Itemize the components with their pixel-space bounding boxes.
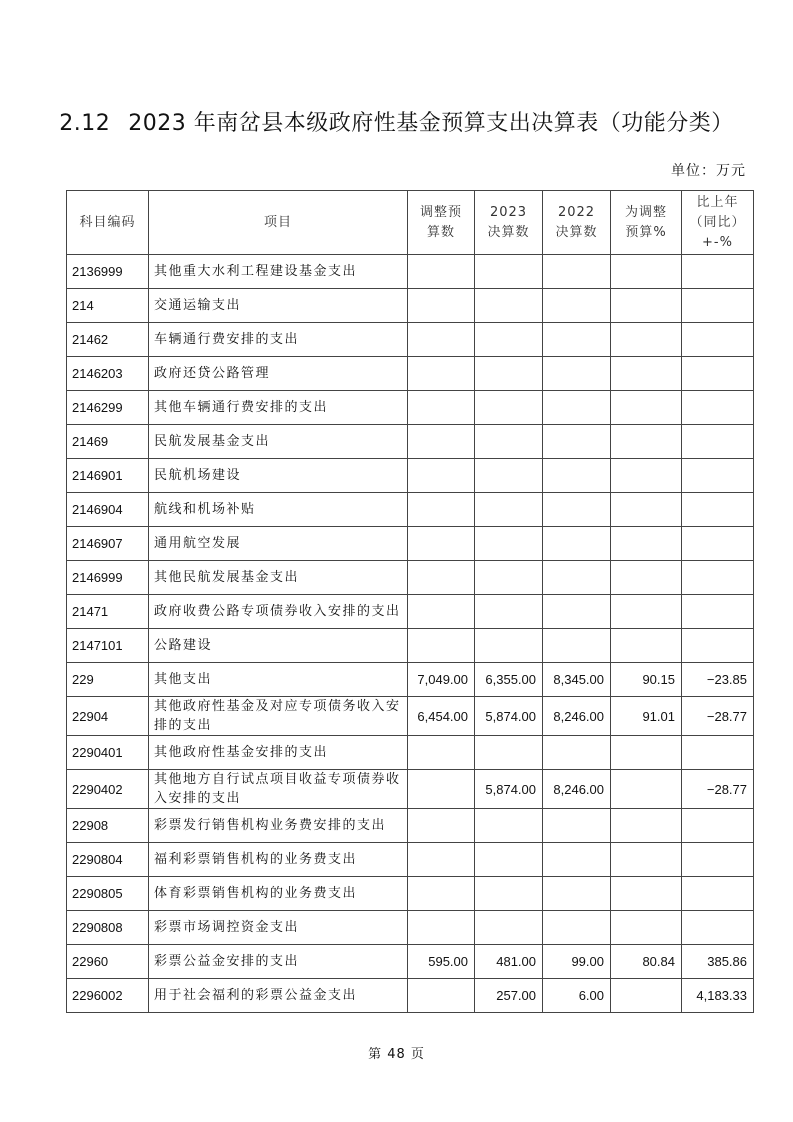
table-row (67, 289, 754, 323)
table-row (67, 809, 754, 843)
cell-2022-final: 6.00 (543, 979, 611, 1013)
cell-code: 2290402 (67, 770, 149, 809)
cell-code: 2136999 (67, 255, 149, 289)
cell-item: 其他支出 (149, 663, 408, 697)
cell-adjusted-budget (408, 323, 475, 357)
cell-2022-final (543, 323, 611, 357)
cell-adjusted-budget (408, 809, 475, 843)
cell-item: 其他重大水利工程建设基金支出 (149, 255, 408, 289)
cell-item: 公路建设 (149, 629, 408, 663)
cell-item: 政府收费公路专项债券收入安排的支出 (149, 595, 408, 629)
cell-adjusted-budget (408, 391, 475, 425)
cell-yoy-change (682, 527, 754, 561)
cell-2022-final (543, 425, 611, 459)
cell-budget-pct (611, 770, 682, 809)
cell-code: 2146299 (67, 391, 149, 425)
cell-2023-final (475, 425, 543, 459)
cell-adjusted-budget (408, 493, 475, 527)
cell-2022-final (543, 561, 611, 595)
table-row (67, 736, 754, 770)
cell-budget-pct (611, 255, 682, 289)
cell-2022-final (543, 809, 611, 843)
cell-code: 2146203 (67, 357, 149, 391)
cell-budget-pct (611, 979, 682, 1013)
cell-budget-pct (611, 629, 682, 663)
cell-adjusted-budget (408, 877, 475, 911)
cell-2022-final (543, 289, 611, 323)
cell-budget-pct (611, 425, 682, 459)
cell-yoy-change (682, 809, 754, 843)
header-row (67, 191, 754, 255)
cell-adjusted-budget: 6,454.00 (408, 697, 475, 736)
cell-adjusted-budget (408, 459, 475, 493)
cell-item: 政府还贷公路管理 (149, 357, 408, 391)
cell-2022-final: 8,345.00 (543, 663, 611, 697)
cell-item: 民航机场建设 (149, 459, 408, 493)
table-row (67, 629, 754, 663)
table-row (67, 877, 754, 911)
cell-yoy-change (682, 391, 754, 425)
cell-code: 21471 (67, 595, 149, 629)
cell-item: 其他地方自行试点项目收益专项债券收入安排的支出 (149, 770, 408, 809)
cell-2023-final (475, 357, 543, 391)
cell-item: 通用航空发展 (149, 527, 408, 561)
cell-2022-final (543, 736, 611, 770)
cell-code: 2290401 (67, 736, 149, 770)
cell-2023-final (475, 289, 543, 323)
cell-code: 22904 (67, 697, 149, 736)
cell-yoy-change: −28.77 (682, 770, 754, 809)
cell-item: 彩票发行销售机构业务费安排的支出 (149, 809, 408, 843)
cell-item: 福利彩票销售机构的业务费支出 (149, 843, 408, 877)
cell-2022-final (543, 629, 611, 663)
cell-budget-pct: 80.84 (611, 945, 682, 979)
cell-yoy-change (682, 595, 754, 629)
cell-code: 21462 (67, 323, 149, 357)
cell-budget-pct (611, 323, 682, 357)
cell-adjusted-budget (408, 595, 475, 629)
cell-2022-final (543, 493, 611, 527)
cell-2023-final (475, 595, 543, 629)
cell-code: 22908 (67, 809, 149, 843)
cell-budget-pct (611, 736, 682, 770)
cell-code: 2290804 (67, 843, 149, 877)
cell-yoy-change (682, 357, 754, 391)
cell-2023-final: 6,355.00 (475, 663, 543, 697)
cell-budget-pct (611, 843, 682, 877)
table-row (67, 425, 754, 459)
cell-adjusted-budget (408, 736, 475, 770)
table-row (67, 979, 754, 1013)
cell-item: 其他民航发展基金支出 (149, 561, 408, 595)
cell-yoy-change (682, 561, 754, 595)
table-row (67, 663, 754, 697)
cell-item: 体育彩票销售机构的业务费支出 (149, 877, 408, 911)
cell-yoy-change (682, 289, 754, 323)
cell-2023-final (475, 736, 543, 770)
cell-2022-final: 8,246.00 (543, 770, 611, 809)
table-row (67, 911, 754, 945)
header-item: 项目 (149, 191, 408, 255)
table-row (67, 527, 754, 561)
cell-budget-pct (611, 493, 682, 527)
cell-2023-final (475, 877, 543, 911)
cell-budget-pct (611, 459, 682, 493)
cell-code: 2147101 (67, 629, 149, 663)
cell-yoy-change (682, 877, 754, 911)
cell-yoy-change (682, 255, 754, 289)
header-yoy-change: 比上年 （同比） +-% (682, 191, 754, 255)
cell-budget-pct (611, 357, 682, 391)
cell-adjusted-budget (408, 629, 475, 663)
cell-2023-final (475, 629, 543, 663)
cell-yoy-change (682, 323, 754, 357)
cell-yoy-change (682, 629, 754, 663)
cell-2023-final (475, 911, 543, 945)
cell-yoy-change (682, 736, 754, 770)
cell-code: 2290805 (67, 877, 149, 911)
cell-2023-final (475, 323, 543, 357)
cell-budget-pct (611, 595, 682, 629)
cell-adjusted-budget (408, 770, 475, 809)
cell-yoy-change: −23.85 (682, 663, 754, 697)
cell-item: 车辆通行费安排的支出 (149, 323, 408, 357)
cell-budget-pct: 90.15 (611, 663, 682, 697)
cell-2022-final (543, 877, 611, 911)
cell-yoy-change: 4,183.33 (682, 979, 754, 1013)
cell-2023-final: 5,874.00 (475, 697, 543, 736)
cell-budget-pct (611, 809, 682, 843)
title-text: 2023 年南岔县本级政府性基金预算支出决算表（功能分类） (128, 111, 734, 136)
cell-item: 彩票公益金安排的支出 (149, 945, 408, 979)
cell-code: 21469 (67, 425, 149, 459)
cell-2023-final (475, 255, 543, 289)
page-number: 第 48 页 (368, 1047, 425, 1062)
cell-yoy-change (682, 843, 754, 877)
cell-2022-final (543, 595, 611, 629)
table-row (67, 770, 754, 809)
cell-yoy-change (682, 911, 754, 945)
cell-adjusted-budget (408, 425, 475, 459)
cell-adjusted-budget (408, 527, 475, 561)
cell-adjusted-budget (408, 843, 475, 877)
cell-2022-final (543, 459, 611, 493)
cell-2022-final (543, 843, 611, 877)
cell-item: 其他政府性基金安排的支出 (149, 736, 408, 770)
header-2022-final: 2022 决算数 (543, 191, 611, 255)
cell-item: 其他政府性基金及对应专项债务收入安排的支出 (149, 697, 408, 736)
cell-budget-pct (611, 561, 682, 595)
cell-adjusted-budget (408, 561, 475, 595)
cell-code: 2290808 (67, 911, 149, 945)
cell-yoy-change (682, 459, 754, 493)
header-budget-pct: 为调整 预算% (611, 191, 682, 255)
table-row (67, 561, 754, 595)
cell-2023-final: 481.00 (475, 945, 543, 979)
cell-code: 2296002 (67, 979, 149, 1013)
cell-2022-final (543, 255, 611, 289)
cell-2023-final (475, 527, 543, 561)
cell-adjusted-budget (408, 289, 475, 323)
table-row (67, 493, 754, 527)
table-row (67, 843, 754, 877)
table-row (67, 255, 754, 289)
cell-item: 用于社会福利的彩票公益金支出 (149, 979, 408, 1013)
unit-label: 单位：万元 (671, 163, 746, 179)
cell-code: 2146901 (67, 459, 149, 493)
cell-adjusted-budget (408, 255, 475, 289)
cell-yoy-change: −28.77 (682, 697, 754, 736)
cell-2023-final (475, 561, 543, 595)
cell-budget-pct (611, 289, 682, 323)
cell-yoy-change (682, 493, 754, 527)
cell-adjusted-budget: 595.00 (408, 945, 475, 979)
cell-yoy-change (682, 425, 754, 459)
table-body (67, 255, 754, 1013)
cell-2022-final: 99.00 (543, 945, 611, 979)
cell-code: 229 (67, 663, 149, 697)
header-adjusted-budget: 调整预 算数 (408, 191, 475, 255)
cell-yoy-change: 385.86 (682, 945, 754, 979)
cell-adjusted-budget: 7,049.00 (408, 663, 475, 697)
cell-2022-final (543, 911, 611, 945)
table-row (67, 945, 754, 979)
cell-2022-final (543, 357, 611, 391)
cell-2023-final (475, 809, 543, 843)
cell-item: 其他车辆通行费安排的支出 (149, 391, 408, 425)
cell-2023-final: 5,874.00 (475, 770, 543, 809)
table-row (67, 391, 754, 425)
page-title (0, 106, 793, 137)
cell-budget-pct: 91.01 (611, 697, 682, 736)
cell-2022-final (543, 391, 611, 425)
table-row (67, 697, 754, 736)
table-row (67, 595, 754, 629)
section-number: 2.12 (59, 111, 111, 136)
header-code: 科目编码 (67, 191, 149, 255)
table-row (67, 357, 754, 391)
table-row (67, 323, 754, 357)
cell-budget-pct (611, 527, 682, 561)
table-row (67, 459, 754, 493)
cell-budget-pct (611, 877, 682, 911)
cell-2023-final (475, 391, 543, 425)
cell-code: 22960 (67, 945, 149, 979)
cell-item: 彩票市场调控资金支出 (149, 911, 408, 945)
header-2023-final: 2023 决算数 (475, 191, 543, 255)
cell-adjusted-budget (408, 979, 475, 1013)
cell-2023-final: 257.00 (475, 979, 543, 1013)
cell-code: 214 (67, 289, 149, 323)
cell-code: 2146904 (67, 493, 149, 527)
cell-adjusted-budget (408, 357, 475, 391)
cell-budget-pct (611, 391, 682, 425)
cell-code: 2146907 (67, 527, 149, 561)
cell-2022-final (543, 527, 611, 561)
cell-2022-final: 8,246.00 (543, 697, 611, 736)
cell-adjusted-budget (408, 911, 475, 945)
cell-item: 航线和机场补贴 (149, 493, 408, 527)
cell-item: 民航发展基金支出 (149, 425, 408, 459)
cell-2023-final (475, 459, 543, 493)
cell-budget-pct (611, 911, 682, 945)
cell-item: 交通运输支出 (149, 289, 408, 323)
budget-table (66, 190, 754, 1013)
cell-2023-final (475, 493, 543, 527)
cell-code: 2146999 (67, 561, 149, 595)
cell-2023-final (475, 843, 543, 877)
